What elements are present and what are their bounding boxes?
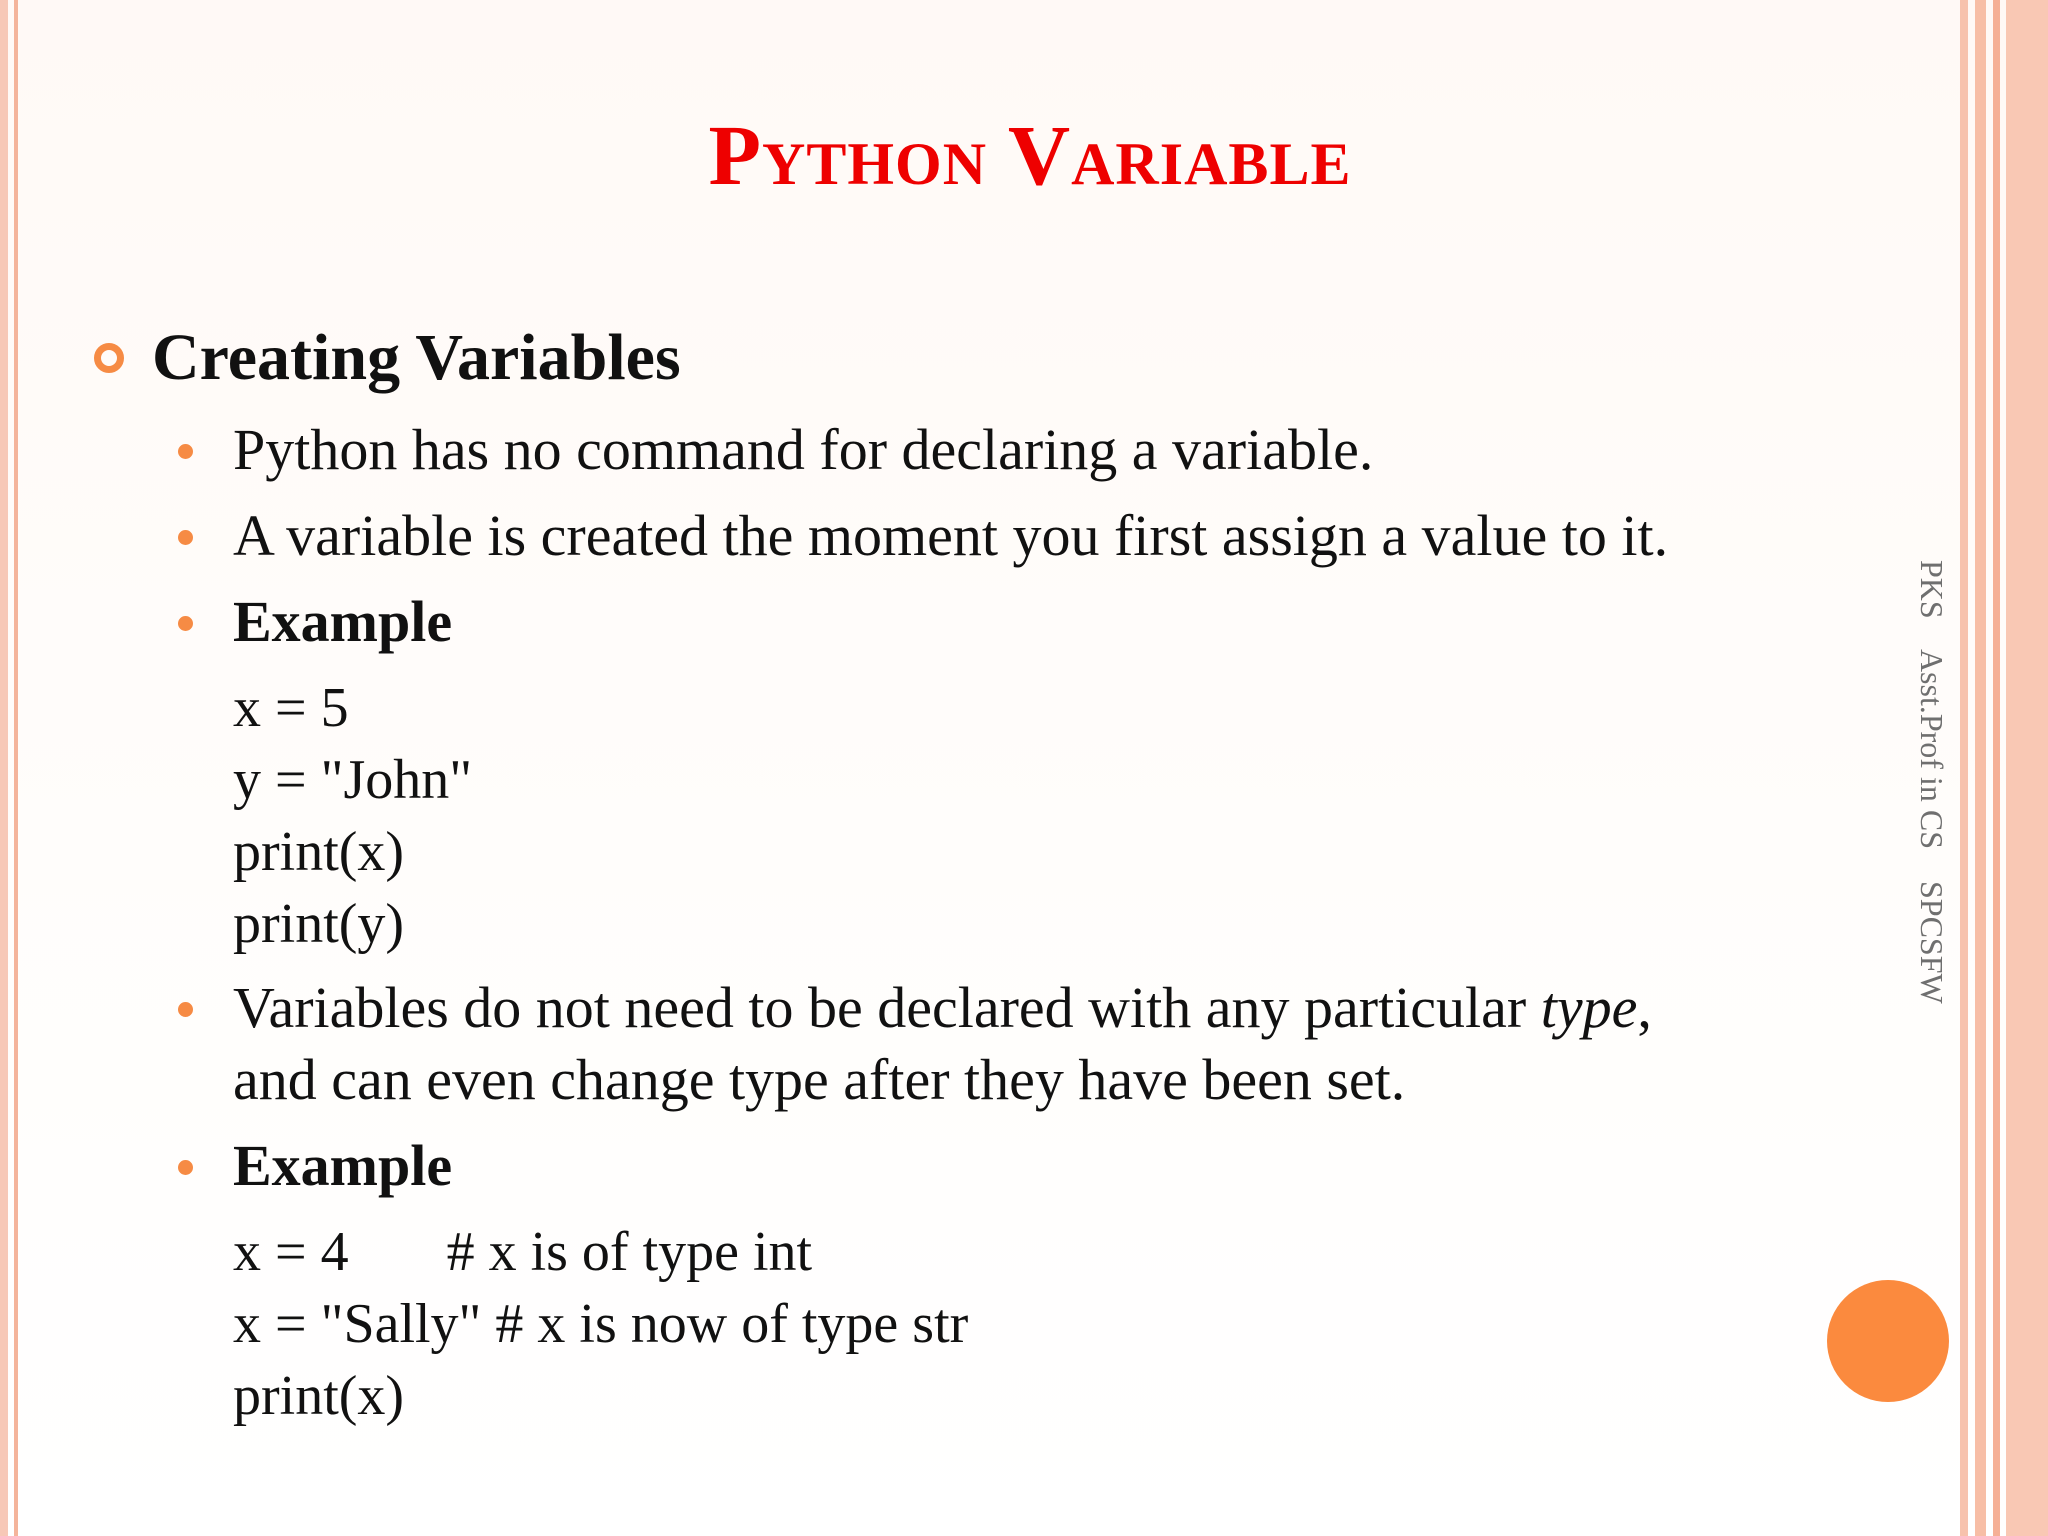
example-label-2: Example — [233, 1133, 453, 1198]
slide-title: Python Variable — [708, 107, 1352, 203]
bullet-dot-icon — [178, 616, 193, 631]
left-border-stripe — [0, 0, 8, 1536]
hollow-bullet-icon — [94, 343, 124, 373]
section-heading-item — [94, 318, 681, 398]
right-border-stripe-3 — [1993, 0, 2000, 1536]
code-line-3: print(x) — [233, 821, 405, 883]
code-line-5: x = 4 # x is of type int — [233, 1221, 813, 1283]
bullet-text-4-line1 — [233, 972, 1652, 1044]
bullet-text-4-prefix: Variables do not need to be declared with any particular — [233, 975, 1541, 1040]
example-label-1: Example — [233, 589, 453, 654]
vertical-footer-text: PKS Asst.Prof in CS SPCSFW — [1914, 560, 1950, 1004]
code-line-1: x = 5 — [233, 677, 349, 739]
bullet-dot-icon — [178, 1160, 193, 1175]
orange-circle-decoration — [1827, 1280, 1949, 1402]
left-border-stripe-inner — [14, 0, 18, 1536]
code-line-2: y = "John" — [233, 749, 473, 811]
bullet-dot-icon — [178, 530, 193, 545]
code-line-4: print(y) — [233, 893, 405, 955]
bullet-text-1: Python has no command for declaring a variable. — [233, 417, 1374, 482]
bullet-text-4-italic-type: type — [1540, 975, 1638, 1040]
code-line-6: x = "Sally" # x is now of type str — [233, 1293, 969, 1355]
right-border-stripe-2 — [1975, 0, 1986, 1536]
bullet-dot-icon — [178, 1002, 193, 1017]
section-heading: Creating Variables — [152, 321, 681, 394]
right-border-stripe-4 — [2006, 0, 2048, 1536]
bullet-text-4-line2: and can even change type after they have been set. — [233, 1047, 1406, 1112]
bullet-text-4-suffix: , — [1637, 975, 1652, 1040]
code-line-7: print(x) — [233, 1365, 405, 1427]
bullet-text-2: A variable is created the moment you first assign a value to it. — [233, 503, 1669, 568]
bullet-dot-icon — [178, 444, 193, 459]
